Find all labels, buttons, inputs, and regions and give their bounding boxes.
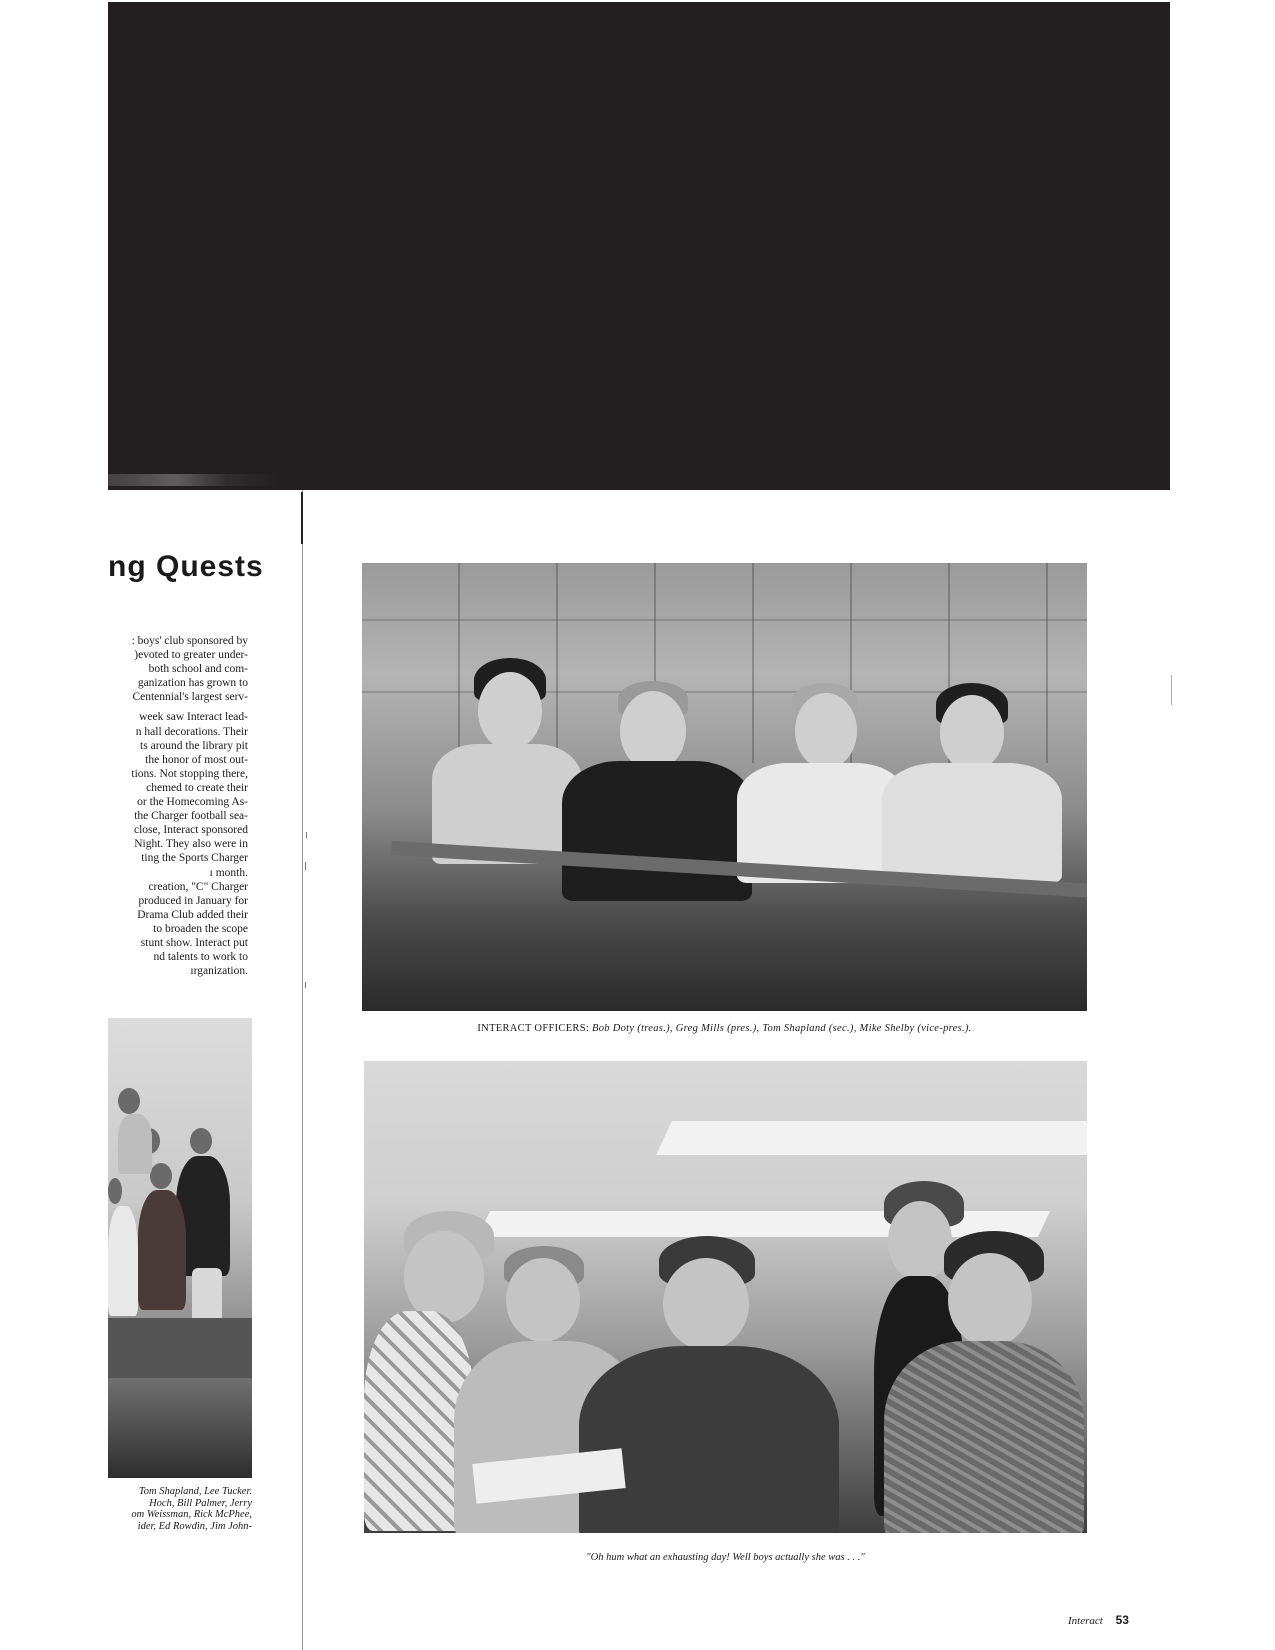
body-line: week saw Interact lead- [139, 711, 248, 724]
gutter-mark [305, 982, 306, 988]
meeting-photo [364, 1061, 1087, 1533]
photo-person-head [478, 672, 542, 750]
gutter-mark [305, 862, 306, 870]
officers-caption [362, 1023, 1087, 1034]
photo-person-body [579, 1346, 839, 1533]
photo-person [562, 681, 752, 1011]
photo-figure-body [138, 1190, 186, 1310]
photo-person-body [882, 763, 1062, 883]
body-line: Drama Club added their [137, 908, 248, 921]
meeting-caption: "Oh hum what an exhausting day! Well boys actually she was . . ." [586, 1552, 865, 1563]
photo-figure-head [150, 1163, 172, 1189]
photo-figure-body [108, 1206, 138, 1316]
ceiling-light [656, 1121, 1087, 1155]
caption-line: ider, Ed Rowdin, Jim John- [137, 1520, 252, 1532]
body-line: creation, "C" Charger [148, 880, 248, 893]
group-photo-left [108, 1018, 252, 1478]
folio-page-number: 53 [1115, 1613, 1129, 1627]
article-headline: ng Quests [108, 550, 264, 583]
photo-figure-head [108, 1178, 122, 1204]
photo-person [884, 1231, 1084, 1533]
body-line: ganization has grown to [137, 677, 248, 690]
photo-figure-body [118, 1114, 152, 1174]
body-line: ı month. [209, 866, 248, 879]
photo-person-head [620, 691, 686, 771]
body-line: tions. Not stopping there, [131, 767, 248, 780]
photo-figure-head [190, 1128, 212, 1154]
page-folio [1068, 1613, 1129, 1627]
body-line: : boys' club sponsored by [131, 635, 248, 647]
article-body [108, 634, 248, 978]
photo-person-head [948, 1253, 1032, 1347]
photo-person [412, 658, 582, 1011]
body-line: close, Interact sponsored [133, 824, 248, 837]
officers-caption-names: Bob Doty (treas.), Greg Mills (pres.), Tom Shapland (sec.), Mike Shelby (vice-pres.). [592, 1023, 972, 1034]
folio-section: Interact [1068, 1615, 1103, 1627]
body-line: ts around the library pit [140, 739, 248, 752]
photo-person [882, 683, 1062, 1003]
body-line: to broaden the scope [153, 922, 248, 935]
body-line: Centennial's largest serv- [132, 691, 248, 704]
photo-person-body [884, 1341, 1084, 1533]
left-page-strip [108, 490, 303, 1650]
photo-person-head [940, 695, 1004, 771]
body-line: stunt show. Interact put [140, 936, 248, 949]
page-edge-mark [1171, 675, 1172, 705]
body-line: both school and com- [148, 663, 248, 676]
photo-bleachers [108, 1318, 252, 1378]
photo-person-head [506, 1258, 580, 1342]
caption-line: Tom Shapland, Lee Tucker. [138, 1486, 252, 1497]
gutter-mark [306, 832, 307, 838]
body-line: the honor of most out- [145, 753, 248, 766]
body-line: ting the Sports Charger [141, 852, 248, 865]
band-grain-texture [108, 474, 278, 486]
photo-figure-head [118, 1088, 140, 1114]
left-photo-caption [108, 1486, 252, 1532]
caption-line: Hoch, Bill Palmer, Jerry [149, 1497, 252, 1509]
body-line: chemed to create their [146, 781, 248, 794]
body-line: Night. They also were in [134, 838, 248, 851]
body-line: or the Homecoming As- [137, 796, 248, 809]
officers-photo [362, 563, 1087, 1011]
body-line: produced in January for [138, 894, 248, 907]
body-line: the Charger football sea- [134, 810, 248, 823]
body-line: n hall decorations. Their [135, 725, 248, 738]
photo-person-head [663, 1258, 749, 1350]
body-line: )evoted to greater under- [134, 649, 248, 662]
officers-caption-lead: INTERACT OFFICERS: [477, 1023, 590, 1034]
photo-person-body [562, 761, 752, 901]
body-line: ırganization. [190, 965, 248, 978]
photo-person-head [795, 693, 857, 769]
top-dark-band [108, 2, 1170, 490]
caption-line: om Weissman, Rick McPhee, [131, 1509, 252, 1520]
body-line: nd talents to work to [153, 951, 248, 964]
